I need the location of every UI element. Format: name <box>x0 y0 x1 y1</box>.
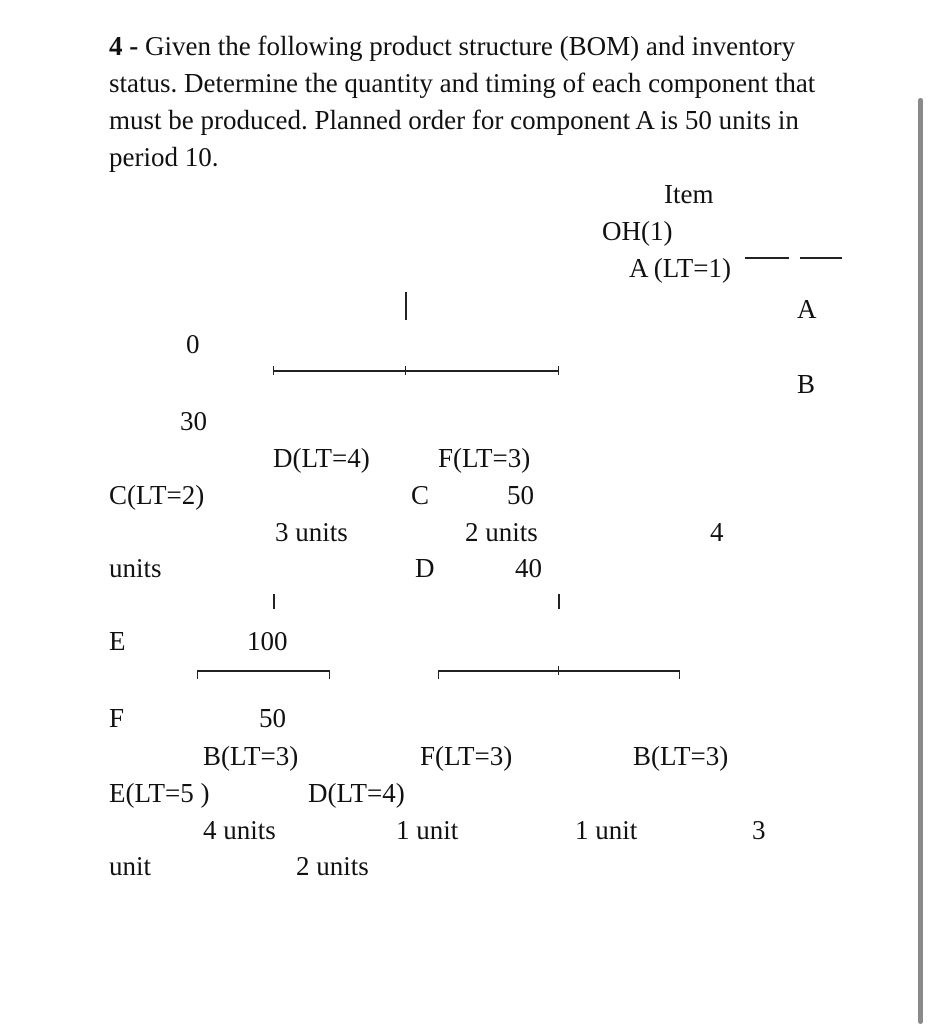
bom-branch-tick <box>273 366 274 375</box>
table-item-f: F <box>109 703 125 733</box>
bom-qty-d-under-c: 2 units <box>296 851 369 881</box>
bom-qty-f-under-f: 1 unit <box>396 815 459 845</box>
bom-node-f: F(LT=3) <box>438 443 531 473</box>
question-body: Given the following product structure (BOM) and inventory status. Determine the quantity and timing of each component that must be produced. Planned order for component A is 50 units in period 10. <box>109 31 816 172</box>
table-oh-c: 50 <box>507 480 534 510</box>
bom-connector <box>558 594 560 609</box>
bom-node-b-under-c: B(LT=3) <box>203 741 299 771</box>
table-item-b: B <box>797 369 816 399</box>
table-oh-f: 50 <box>259 703 286 733</box>
bom-qty-d: 3 units <box>275 517 348 547</box>
table-item-c: C <box>411 480 430 510</box>
table-header-item: Item <box>664 179 714 209</box>
table-item-e: E <box>109 626 126 656</box>
bom-node-d: D(LT=4) <box>273 443 370 473</box>
bom-node-c: C(LT=2) <box>109 480 205 510</box>
table-oh-b: 30 <box>180 406 207 436</box>
bom-branch-tick <box>197 670 198 679</box>
bom-branch-tick <box>558 366 559 375</box>
bom-qty-c-unit: units <box>109 553 162 583</box>
bom-root-node: A (LT=1) <box>629 253 731 283</box>
bom-connector <box>405 292 407 320</box>
bom-node-b-under-f: B(LT=3) <box>633 741 729 771</box>
bom-branch-line <box>273 370 559 372</box>
bom-node-e: E(LT=5 ) <box>109 778 210 808</box>
table-rule <box>745 257 789 259</box>
bom-qty-b-under-f: 1 unit <box>575 815 638 845</box>
bom-qty-f: 2 units <box>465 517 538 547</box>
bom-qty-c-number: 4 <box>710 517 724 547</box>
bom-branch-tick <box>405 366 406 375</box>
bom-qty-b-under-c: 4 units <box>203 815 276 845</box>
bom-branch-line <box>197 670 330 672</box>
question-text <box>109 28 849 176</box>
table-header-oh: OH(1) <box>602 216 673 246</box>
table-item-a: A <box>797 294 817 324</box>
bom-qty-e-unit: unit <box>109 851 152 881</box>
table-item-d: D <box>415 553 435 583</box>
bom-connector <box>273 594 275 609</box>
vertical-scrollbar[interactable] <box>918 98 923 1024</box>
bom-branch-tick <box>329 670 330 679</box>
question-number: 4 - <box>109 31 139 61</box>
bom-node-d-under-c: D(LT=4) <box>308 778 405 808</box>
bom-branch-line <box>438 670 680 672</box>
table-oh-a: 0 <box>186 329 200 359</box>
bom-branch-tick <box>558 666 559 675</box>
bom-qty-e-number: 3 <box>752 815 766 845</box>
bom-node-f-under-f: F(LT=3) <box>420 741 513 771</box>
bom-branch-tick <box>438 670 439 679</box>
bom-branch-tick <box>679 670 680 679</box>
table-oh-d: 40 <box>515 553 542 583</box>
table-oh-e: 100 <box>247 626 288 656</box>
table-rule <box>800 257 842 259</box>
